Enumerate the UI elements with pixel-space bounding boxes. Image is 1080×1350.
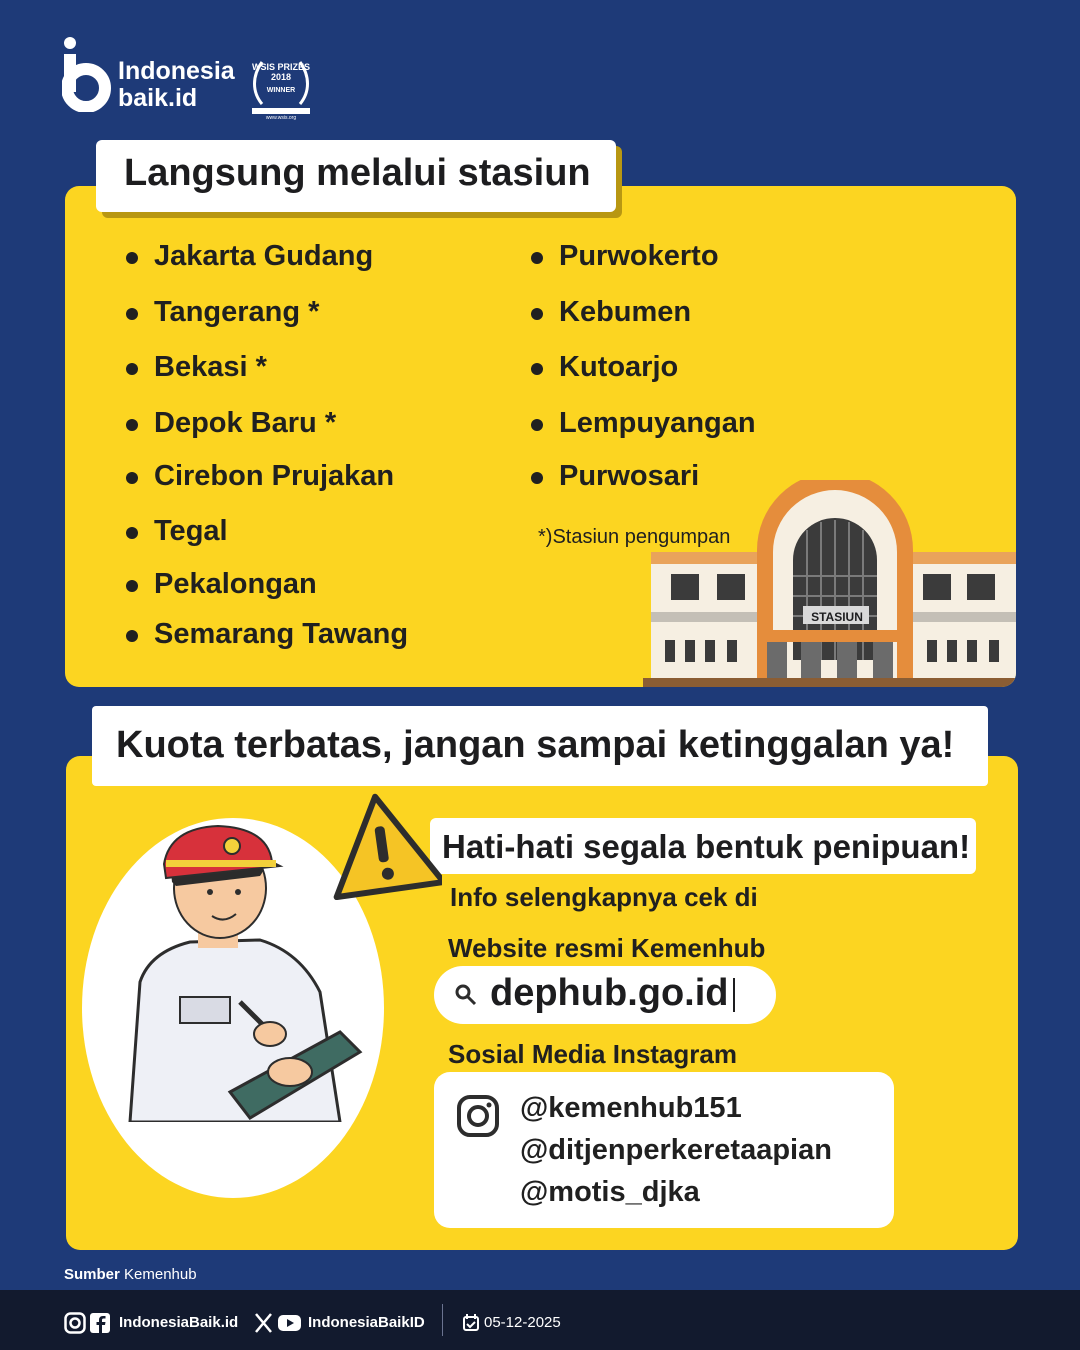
list-item: Tangerang * — [154, 296, 319, 329]
footer-handle-2[interactable]: IndonesiaBaikID — [308, 1314, 425, 1331]
indonesiabaik-logo-icon — [62, 36, 118, 112]
social-media-label: Sosial Media Instagram — [448, 1039, 737, 1069]
footer-date: 05-12-2025 — [484, 1314, 561, 1331]
fraud-warning-box — [430, 818, 976, 874]
list-item: Purwosari — [559, 460, 699, 493]
source-credit — [64, 1266, 197, 1283]
brand-name-line1: Indonesia — [118, 57, 235, 85]
instagram-icon — [456, 1094, 500, 1138]
list-item: Purwokerto — [559, 240, 719, 273]
section1-title: Langsung melalui stasiun — [124, 152, 591, 194]
award-title: WSIS PRIZES — [251, 62, 310, 72]
footer-bar — [0, 1290, 1080, 1350]
list-item: Pekalongan — [154, 568, 317, 601]
award-year: 2018 — [270, 72, 292, 82]
station-building-icon — [643, 480, 1016, 687]
search-icon — [454, 983, 478, 1007]
website-search-bar[interactable] — [434, 966, 776, 1024]
info-text: Info selengkapnya cek di — [450, 882, 758, 912]
x-youtube-icon — [254, 1312, 302, 1334]
brand-name-line2: baik.id — [118, 84, 198, 112]
website-url[interactable]: dephub.go.id — [490, 972, 729, 1014]
website-label: Website resmi Kemenhub — [448, 933, 766, 963]
brand-logo — [62, 36, 322, 122]
wsis-award-badge — [248, 52, 314, 121]
fraud-warning-text: Hati-hati segala bentuk penipuan! — [442, 828, 971, 865]
list-item: Kebumen — [559, 296, 691, 329]
instagram-handle[interactable]: @kemenhub151 — [520, 1092, 742, 1124]
list-item: Depok Baru * — [154, 407, 336, 440]
list-item: Kutoarjo — [559, 351, 678, 384]
list-item: Lempuyangan — [559, 407, 756, 440]
text-cursor — [733, 978, 735, 1012]
calendar-icon — [463, 1314, 479, 1331]
instagram-handle[interactable]: @motis_djka — [520, 1176, 700, 1208]
source-label: Sumber — [64, 1266, 120, 1283]
warning-icon — [326, 790, 442, 900]
list-item: Jakarta Gudang — [154, 240, 373, 273]
list-item: Tegal — [154, 515, 228, 548]
instagram-facebook-icon — [64, 1312, 112, 1334]
station-sign: STASIUN — [811, 610, 863, 624]
footer-divider — [442, 1304, 443, 1336]
source-value: Kemenhub — [124, 1266, 197, 1283]
footer-handle-1[interactable]: IndonesiaBaik.id — [119, 1314, 239, 1331]
instagram-accounts-box — [434, 1072, 894, 1228]
instagram-handle[interactable]: @ditjenperkeretaapian — [520, 1134, 832, 1166]
list-item: Cirebon Prujakan — [154, 460, 394, 493]
section2-title-tab — [92, 706, 988, 786]
list-item: Semarang Tawang — [154, 618, 408, 651]
feeder-station-note: *)Stasiun pengumpan — [538, 526, 731, 548]
award-url: www.wsis.org — [265, 115, 297, 121]
list-item: Bekasi * — [154, 351, 267, 384]
section1-title-tab — [96, 140, 616, 212]
section2-title: Kuota terbatas, jangan sampai ketinggalan ya! — [116, 724, 955, 766]
award-label: WINNER — [266, 87, 296, 94]
